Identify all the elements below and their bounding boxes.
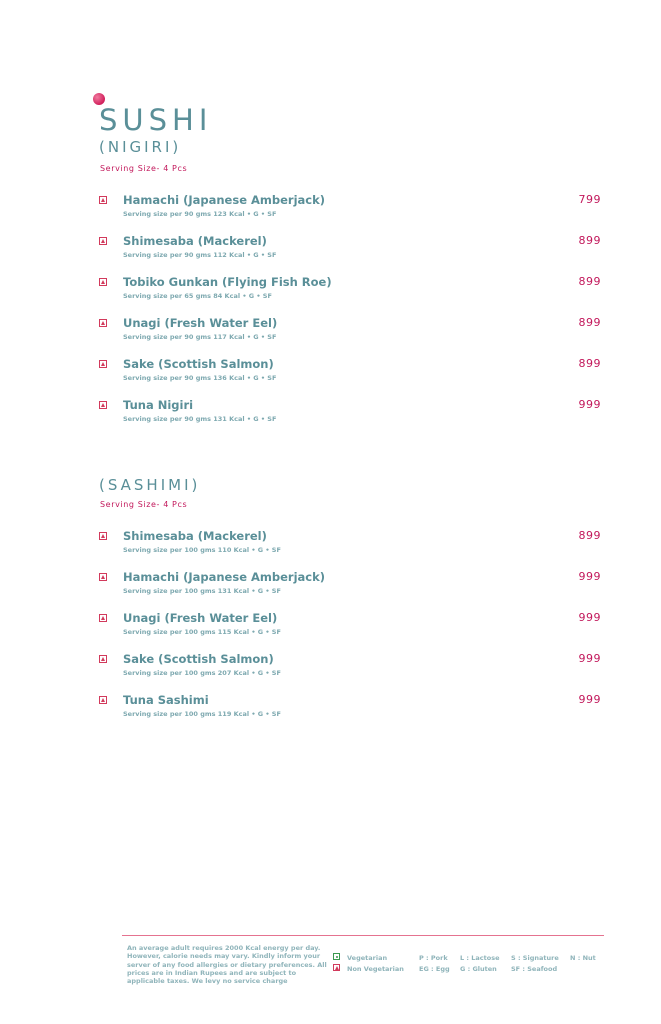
item-name: Hamachi (Japanese Amberjack)	[123, 193, 326, 207]
item-price: 899	[578, 275, 601, 288]
item-detail: Serving size per 90 gms 131 Kcal • G • SF	[123, 415, 277, 423]
item-detail: Serving size per 100 gms 131 Kcal • G • SF	[123, 587, 281, 595]
item-price: 899	[578, 357, 601, 370]
non-veg-icon	[99, 278, 107, 286]
page-title: SUSHI	[99, 103, 213, 137]
item-price: 999	[578, 652, 601, 665]
item-price: 999	[578, 570, 601, 583]
item-name: Unagi (Fresh Water Eel)	[123, 316, 278, 330]
sashimi-serving-size: Serving Size- 4 Pcs	[100, 500, 188, 509]
item-detail: Serving size per 100 gms 119 Kcal • G • SF	[123, 710, 281, 718]
item-name: Sake (Scottish Salmon)	[123, 652, 274, 666]
legend-egg: EG : Egg	[419, 965, 450, 973]
non-veg-icon	[99, 196, 107, 204]
item-name: Hamachi (Japanese Amberjack)	[123, 570, 326, 584]
item-name: Tuna Sashimi	[123, 693, 209, 707]
item-price: 999	[578, 398, 601, 411]
veg-icon	[333, 953, 340, 960]
item-detail: Serving size per 100 gms 110 Kcal • G • SF	[123, 546, 281, 554]
item-name: Shimesaba (Mackerel)	[123, 234, 267, 248]
menu-item	[99, 529, 603, 561]
nigiri-serving-size: Serving Size- 4 Pcs	[100, 164, 188, 173]
legend-lactose: L : Lactose	[460, 954, 500, 962]
item-detail: Serving size per 90 gms 136 Kcal • G • SF	[123, 374, 277, 382]
menu-item	[99, 193, 603, 225]
nigiri-heading: (NIGIRI)	[99, 138, 182, 156]
menu-item	[99, 234, 603, 266]
sashimi-heading: (SASHIMI)	[99, 476, 201, 494]
footer-divider	[122, 935, 604, 936]
item-detail: Serving size per 90 gms 123 Kcal • G • SF	[123, 210, 277, 218]
non-veg-icon	[333, 964, 340, 971]
item-detail: Serving size per 100 gms 207 Kcal • G • SF	[123, 669, 281, 677]
non-veg-icon	[99, 237, 107, 245]
item-detail: Serving size per 65 gms 84 Kcal • G • SF	[123, 292, 272, 300]
item-price: 899	[578, 529, 601, 542]
non-veg-icon	[99, 401, 107, 409]
menu-item	[99, 693, 603, 725]
menu-item	[99, 316, 603, 348]
menu-item	[99, 357, 603, 389]
legend-non-vegetarian: Non Vegetarian	[347, 965, 404, 973]
non-veg-icon	[99, 696, 107, 704]
non-veg-icon	[99, 573, 107, 581]
item-name: Unagi (Fresh Water Eel)	[123, 611, 278, 625]
menu-item	[99, 652, 603, 684]
item-name: Tobiko Gunkan (Flying Fish Roe)	[123, 275, 332, 289]
legend-vegetarian: Vegetarian	[347, 954, 388, 962]
item-name: Sake (Scottish Salmon)	[123, 357, 274, 371]
item-price: 999	[578, 611, 601, 624]
non-veg-icon	[99, 655, 107, 663]
item-name: Tuna Nigiri	[123, 398, 194, 412]
menu-item	[99, 275, 603, 307]
menu-item	[99, 611, 603, 643]
footer-note: An average adult requires 2000 Kcal energy per day. However, calorie needs may vary. Kindly inform your server of any food allergies or dietary preferences. All prices are in Indian Rupees and are subject to applicable taxes. We levy no service charge	[127, 944, 327, 986]
non-veg-icon	[99, 532, 107, 540]
menu-item	[99, 570, 603, 602]
item-price: 899	[578, 234, 601, 247]
legend-gluten: G : Gluten	[460, 965, 497, 973]
legend-seafood: SF : Seafood	[511, 965, 558, 973]
legend-pork: P : Pork	[419, 954, 448, 962]
non-veg-icon	[99, 360, 107, 368]
item-detail: Serving size per 90 gms 112 Kcal • G • SF	[123, 251, 277, 259]
item-name: Shimesaba (Mackerel)	[123, 529, 267, 543]
item-price: 899	[578, 316, 601, 329]
item-price: 999	[578, 693, 601, 706]
legend-nut: N : Nut	[570, 954, 596, 962]
menu-item	[99, 398, 603, 430]
non-veg-icon	[99, 319, 107, 327]
item-detail: Serving size per 100 gms 115 Kcal • G • SF	[123, 628, 281, 636]
non-veg-icon	[99, 614, 107, 622]
item-price: 799	[578, 193, 601, 206]
item-detail: Serving size per 90 gms 117 Kcal • G • SF	[123, 333, 277, 341]
legend-signature: S : Signature	[511, 954, 559, 962]
